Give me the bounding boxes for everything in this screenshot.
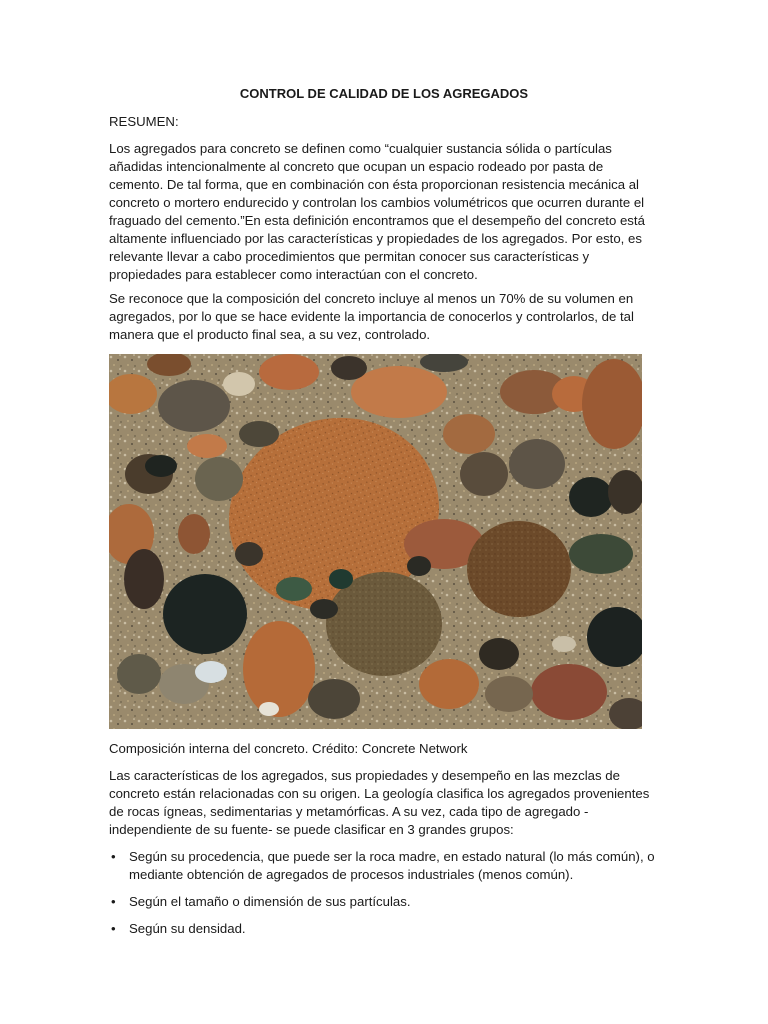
bullet-marker: • [111, 894, 116, 909]
concrete-cross-section-image [109, 354, 642, 729]
section-heading: RESUMEN: [109, 114, 179, 129]
list-item-text: Según su densidad. [129, 921, 246, 936]
document-title: CONTROL DE CALIDAD DE LOS AGREGADOS [239, 86, 529, 101]
list-item [109, 848, 669, 884]
concrete-aggregate-photo [109, 354, 642, 729]
bullet-marker: • [111, 921, 116, 936]
figure-caption: Composición interna del concreto. Crédito: Concrete Network [109, 741, 468, 756]
paragraph-composition: Se reconoce que la composición del concreto incluye al menos un 70% de su volumen en agregados, por lo que se hace evidente la importancia de conocerlos y controlarlos, de tal manera que el producto final sea, a su vez, controlado. [109, 291, 634, 342]
bullet-marker: • [111, 849, 116, 864]
list-item [109, 893, 669, 911]
list-item-text: Según su procedencia, que puede ser la roca madre, en estado natural (lo más común), o mediante obtención de agregados de procesos industriales (menos común). [129, 849, 655, 882]
bullet-list [109, 848, 669, 947]
list-item [109, 920, 669, 938]
paragraph-classification: Las características de los agregados, sus propiedades y desempeño en las mezclas de concreto están relacionadas con su origen. La geología clasifica los agregados provenientes de rocas ígneas, sedimentarias y metamórficas. A su vez, cada tipo de agregado -independiente de su fuente- se puede clasificar en 3 grandes grupos: [109, 768, 650, 837]
paragraph-definition: Los agregados para concreto se definen como “cualquier sustancia sólida o partículas añadidas intencionalmente al concreto que ocupan un espacio rodeado por pasta de cemento. De tal forma, que en combinación con ésta proporcionan resistencia mecánica al concreto o mortero endurecido y controlan los cambios volumétricos que ocurren durante el fraguado del cemento.”En esta definición encontramos que el desempeño del concreto está altamente influenciado por las características y propiedades de los agregados. Por esto, es relevante llevar a cabo procedimientos que permitan conocer sus características y propiedades para establecer como interactúan con el concreto. [109, 141, 645, 282]
list-item-text: Según el tamaño o dimensión de sus partículas. [129, 894, 411, 909]
